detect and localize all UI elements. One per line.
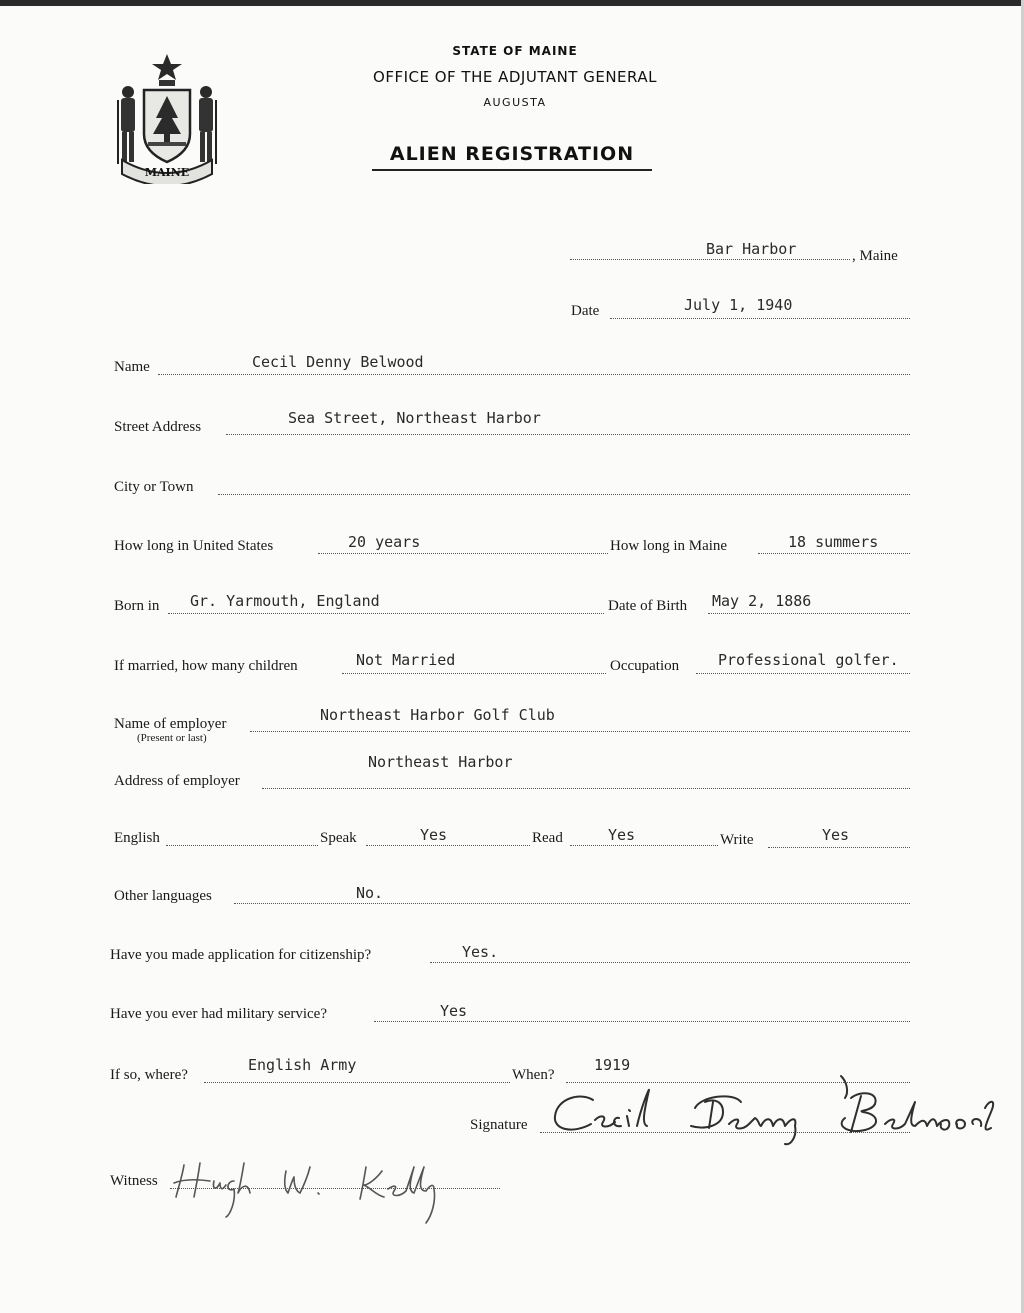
military-line <box>374 1021 910 1022</box>
dob-value[interactable]: May 2, 1886 <box>712 592 812 610</box>
english-line <box>166 845 318 846</box>
military-label: Have you ever had military service? <box>110 1006 327 1022</box>
maine-label: How long in Maine <box>610 538 728 554</box>
read-value[interactable]: Yes <box>608 826 636 844</box>
when-label: When? <box>512 1067 555 1083</box>
employer-address-label: Address of employer <box>114 773 240 789</box>
seal-banner-text: MAINE <box>144 166 190 179</box>
write-line <box>768 847 910 848</box>
citizenship-value[interactable]: Yes. <box>462 943 499 961</box>
dob-label: Date of Birth <box>608 598 688 614</box>
speak-label: Speak <box>320 830 357 846</box>
employer-sublabel: (Present or last) <box>137 732 207 744</box>
date-label: Date <box>571 303 600 319</box>
street-label: Street Address <box>114 419 202 435</box>
employer-value[interactable]: Northeast Harbor Golf Club <box>320 706 555 724</box>
date-line <box>610 318 910 319</box>
name-line <box>158 374 910 375</box>
citizenship-label: Have you made application for citizenship? <box>110 947 372 963</box>
us-label: How long in United States <box>114 538 274 554</box>
city-label: City or Town <box>114 479 194 495</box>
other-lang-value[interactable]: No. <box>356 884 384 902</box>
city-line <box>218 494 910 495</box>
write-value[interactable]: Yes <box>822 826 850 844</box>
military-value[interactable]: Yes <box>440 1002 468 1020</box>
speak-line <box>366 845 530 846</box>
where-value[interactable]: English Army <box>248 1056 357 1074</box>
scan-edge-top <box>0 0 1024 6</box>
write-label: Write <box>720 832 754 848</box>
header-state: STATE OF MAINE <box>452 44 578 58</box>
signature-handwritten <box>545 1068 1015 1148</box>
born-label: Born in <box>114 598 160 614</box>
maine-value[interactable]: 18 summers <box>788 533 879 551</box>
where-label: If so, where? <box>110 1067 188 1083</box>
witness-label: Witness <box>110 1173 158 1189</box>
name-value[interactable]: Cecil Denny Belwood <box>252 353 424 371</box>
occupation-value[interactable]: Professional golfer. <box>718 651 899 669</box>
citizenship-line <box>430 962 910 963</box>
children-line <box>342 673 606 674</box>
street-value[interactable]: Sea Street, Northeast Harbor <box>288 409 541 427</box>
read-label: Read <box>532 830 563 846</box>
when-value[interactable]: 1919 <box>594 1056 631 1074</box>
occupation-line <box>696 673 910 674</box>
title-underline <box>372 169 652 171</box>
children-value[interactable]: Not Married <box>356 651 456 669</box>
other-lang-label: Other languages <box>114 888 212 904</box>
employer-address-value[interactable]: Northeast Harbor <box>368 753 513 771</box>
us-value[interactable]: 20 years <box>348 533 421 551</box>
header-city: AUGUSTA <box>483 96 547 109</box>
born-line <box>168 613 604 614</box>
english-label: English <box>114 830 160 846</box>
occupation-label: Occupation <box>610 658 680 674</box>
us-line <box>318 553 608 554</box>
children-label: If married, how many children <box>114 658 298 674</box>
place-value[interactable]: Bar Harbor <box>706 240 797 258</box>
employer-line <box>250 731 910 732</box>
name-label: Name <box>114 359 150 375</box>
place-suffix: , Maine <box>852 248 898 264</box>
header-office: OFFICE OF THE ADJUTANT GENERAL <box>373 68 657 86</box>
maine-state-seal-icon <box>108 52 226 184</box>
other-lang-line <box>234 903 910 904</box>
speak-value[interactable]: Yes <box>420 826 448 844</box>
read-line <box>570 845 718 846</box>
witness-handwritten <box>170 1145 480 1225</box>
employer-label: Name of employer <box>114 716 227 732</box>
maine-line <box>758 553 910 554</box>
born-value[interactable]: Gr. Yarmouth, England <box>190 592 380 610</box>
signature-label: Signature <box>470 1117 528 1133</box>
form-title: ALIEN REGISTRATION <box>389 143 635 165</box>
date-value[interactable]: July 1, 1940 <box>684 296 793 314</box>
dob-line <box>708 613 910 614</box>
street-line <box>226 434 910 435</box>
place-line <box>570 259 850 260</box>
where-line <box>204 1082 510 1083</box>
employer-address-line <box>262 788 910 789</box>
